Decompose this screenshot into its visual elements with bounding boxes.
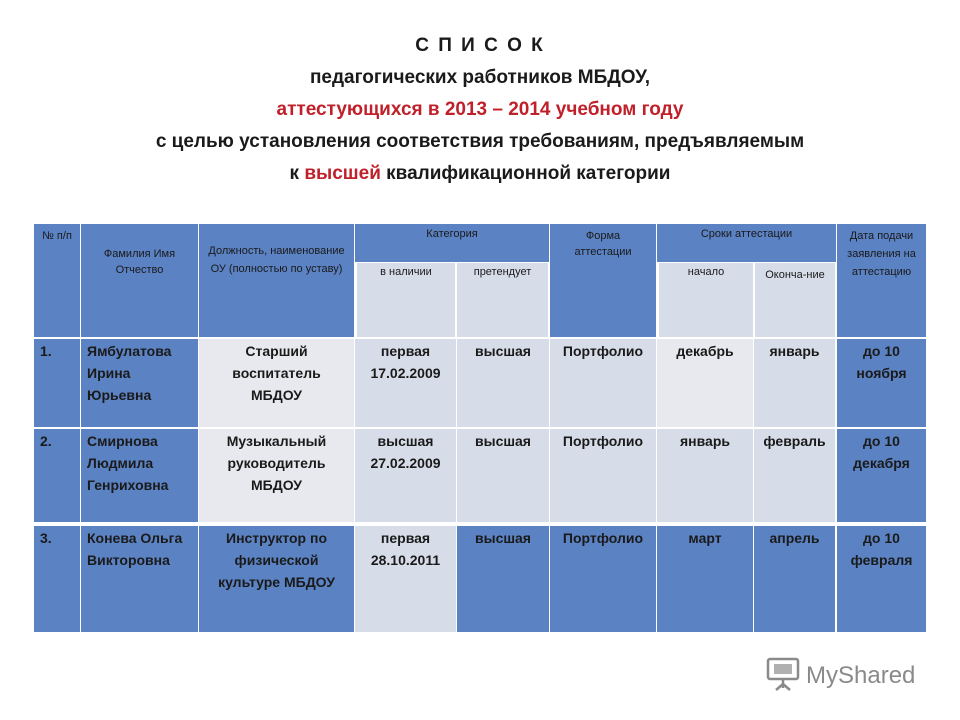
row2-form: Портфолио [550,429,656,522]
row2-name: Смирнова Людмила Генриховна [81,429,198,522]
row1-form: Портфолио [550,339,656,427]
row1-num: 1. [34,339,80,427]
watermark-text: MyShared [806,662,916,689]
header-terms: Сроки аттестации [657,224,836,262]
row1-end: январь [754,339,835,427]
row2-category-claims: высшая [457,429,549,522]
row2-category-has: высшая 27.02.2009 [355,429,456,522]
header-date: Дата подачи заявления на аттестацию [837,224,926,337]
row3-date: до 10 февраля [837,526,926,632]
row1-category-has: первая 17.02.2009 [355,339,456,427]
row2-position: Музыкальный руководитель МБДОУ [199,429,354,522]
header-position: Должность, наименование ОУ (полностью по уставу) [199,224,354,337]
row3-position: Инструктор по физической культуре МБДОУ [199,526,354,632]
header-name: Фамилия Имя Отчество [81,224,198,337]
year-range: аттестующихся в 2013 – 2014 учебном году [276,99,684,120]
row2-start: январь [657,429,753,522]
row3-start: март [657,526,753,632]
subtitle-line-4 [0,158,960,190]
header-num: № п/п [34,224,80,337]
header-terms-start: начало [659,263,753,337]
subtitle-line-1: педагогических работников МБДОУ, [309,67,651,88]
row1-start: декабрь [657,339,753,427]
presentation-board-icon [766,656,800,697]
row3-form: Портфолио [550,526,656,632]
row2-date: до 10 декабря [837,429,926,522]
list-heading: С П И С О К [415,35,545,56]
row3-name: Конева Ольга Викторовна [81,526,198,632]
myshared-logo [766,656,915,696]
row1-category-claims: высшая [457,339,549,427]
subtitle-line-2 [0,94,960,126]
row3-category-claims: высшая [457,526,549,632]
header-category-claims: претендует [457,263,548,337]
header-terms-end: Оконча-ние [755,263,835,337]
header-category: Категория [355,224,549,262]
highest-category-word: высшей [304,163,381,184]
row3-end: апрель [754,526,835,632]
row1-name: Ямбулатова Ирина Юрьевна [81,339,198,427]
row2-num: 2. [34,429,80,522]
row1-date: до 10 ноября [837,339,926,427]
header-form: Форма аттестации [550,224,656,337]
row2-end: февраль [754,429,835,522]
subtitle-line-3: с целью установления соответствия требованиям, предъявляемым [155,131,805,152]
row3-num: 3. [34,526,80,632]
line-suffix: квалификационной категории [380,163,671,184]
line-prefix: к [289,163,305,184]
row1-position: Старший воспитатель МБДОУ [199,339,354,427]
row3-category-has: первая 28.10.2011 [355,526,456,632]
header-category-has: в наличии [357,263,455,337]
